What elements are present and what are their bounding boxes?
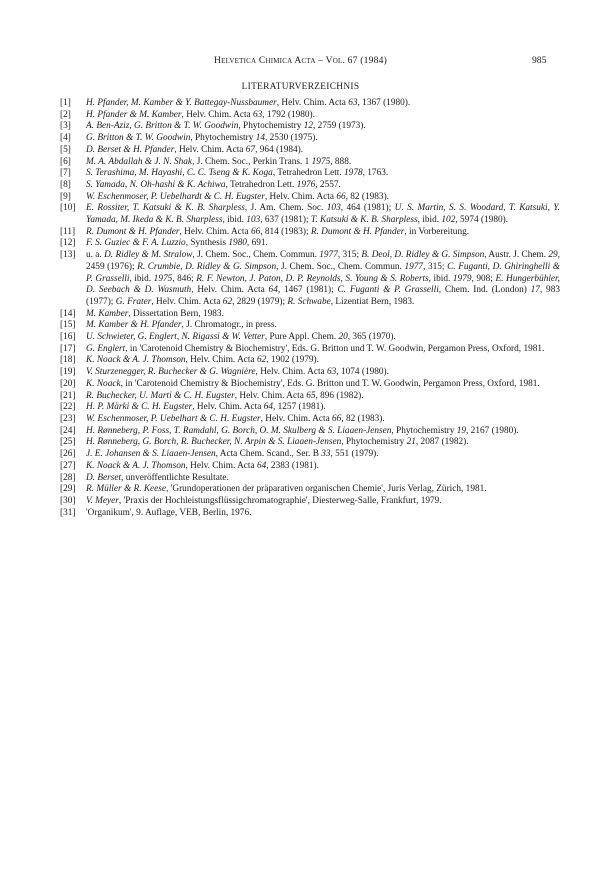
reference-number: [18] [60, 355, 76, 366]
reference-number: [3] [60, 121, 71, 132]
reference-text [86, 402, 560, 414]
page-number: 985 [532, 55, 547, 66]
reference-segment: , 1902 (1979). [266, 355, 319, 366]
reference-text [86, 227, 560, 239]
reference-segment: , Helv. Chim. Acta [151, 296, 223, 307]
reference-italic-segment: 64 [268, 285, 278, 296]
reference-text [86, 414, 560, 426]
reference-segment: , Helv. Chim. Acta [192, 402, 264, 413]
reference-text [86, 473, 560, 485]
reference-segment: , 846; [172, 273, 197, 284]
reference-text [86, 355, 560, 367]
reference-italic-segment: H. Pfander & M. Kamber [86, 109, 182, 120]
reference-segment: , 5974 (1980). [455, 215, 509, 226]
reference-segment: , Pure Appl. Chem. [264, 332, 339, 343]
reference-italic-segment: V. Sturzenegger, R. Buchecker & G. Wagnière [86, 367, 256, 378]
reference-italic-segment: H. Rønneberg, P. Foss, T. Ramdahl, G. Borch, O. M. Skulberg & S. Liaaen-Jensen [86, 425, 392, 436]
reference-italic-segment: G. Englert [86, 343, 126, 354]
reference-segment: , 2383 (1981). [266, 460, 319, 471]
reference-segment: , Helv. Chim. Acta [264, 191, 337, 202]
reference-italic-segment: 1979 [452, 273, 472, 284]
reference-number: [13] [60, 250, 76, 261]
reference-italic-segment: 67 [245, 144, 256, 155]
reference-italic-segment: K. Noack [86, 378, 121, 389]
reference-italic-segment: C. Fuganti, D. Ghiringhelli & P. Grasselli [86, 261, 560, 284]
reference-segment: , J. Chem. Soc., Perkin Trans. 1 [192, 156, 312, 167]
reference-item [60, 133, 560, 145]
reference-item [60, 508, 560, 520]
reference-segment: , 1763. [362, 168, 389, 179]
reference-segment: , ibid. [428, 273, 453, 284]
reference-italic-segment: 65 [306, 390, 316, 401]
reference-number: [14] [60, 308, 76, 319]
reference-segment: , Helv. Chim. Acta [234, 390, 307, 401]
reference-text [86, 110, 560, 122]
reference-text [86, 157, 560, 169]
reference-segment: , 2530 (1975). [265, 133, 318, 144]
reference-segment: , 1792 (1980). [262, 109, 315, 120]
reference-number: [1] [60, 98, 71, 108]
reference-italic-segment: 63 [253, 109, 263, 120]
reference-italic-segment: R. Dumont & H. Pfander [86, 226, 180, 237]
reference-number: [8] [60, 179, 71, 190]
reference-segment: , Helv. Chim. Acta [174, 144, 246, 155]
reference-italic-segment: 1975 [153, 273, 173, 284]
reference-segment: , Tetrahedron Lett. [272, 168, 345, 179]
reference-item [60, 110, 560, 122]
reference-number: [24] [60, 425, 76, 436]
reference-italic-segment: H. P. Märki & C. H. Eugster [86, 402, 193, 413]
reference-italic-segment: T. Katsuki & K. B. Sharpless [310, 215, 418, 226]
reference-item [60, 344, 560, 356]
reference-segment: , 983 (1977); [86, 285, 560, 307]
reference-text [86, 379, 560, 391]
reference-number: [16] [60, 332, 76, 343]
reference-segment: , 814 (1983); [260, 226, 311, 237]
reference-text [86, 145, 560, 157]
reference-italic-segment: R. Schwabe [287, 296, 331, 307]
reference-text [86, 192, 560, 204]
reference-item [60, 309, 560, 321]
reference-segment: , ibid. [222, 215, 247, 226]
reference-segment: , ibid. [129, 273, 154, 284]
reference-segment: , Phytochemistry [190, 133, 256, 144]
reference-segment: , J. Am. Chem. Soc. [244, 203, 327, 214]
reference-number: [26] [60, 449, 76, 460]
reference-segment: , ibid. [417, 215, 442, 226]
reference-segment: , 315; [423, 261, 448, 272]
reference-item [60, 250, 560, 309]
reference-italic-segment: E. Hungerbühler, D. Seebach & D. Wasmuth [86, 273, 560, 296]
reference-segment: , 2167 (1980). [466, 425, 519, 436]
reference-italic-segment: H. Rønneberg, G. Borch, R. Buchecker, N. Arpin & S. Liaaen-Jensen [86, 437, 342, 448]
reference-italic-segment: 14 [255, 133, 265, 144]
reference-text [86, 426, 560, 438]
reference-italic-segment: 17 [530, 285, 540, 296]
reference-text [86, 449, 560, 461]
reference-segment: , Helv. Chim. Acta [191, 285, 269, 296]
reference-segment: , in 'Carotenoid Chemistry & Biochemistry', Eds. G. Britton und T. W. Goodwin, Pergamon Press, Oxford, 1981. [120, 378, 540, 389]
reference-segment: , Austr. J. Chem. [484, 250, 549, 261]
reference-italic-segment: F. S. Guziec & F. A. Luzzio [86, 238, 186, 249]
reference-italic-segment: M. Kamber & H. Pfander [86, 320, 182, 331]
reference-segment: , Tetrahedron Lett. [225, 179, 297, 190]
reference-list [60, 98, 560, 519]
reference-item [60, 168, 560, 180]
reference-italic-segment: B. Deol, D. Ridley & G. Simpson [361, 250, 485, 261]
reference-item [60, 320, 560, 332]
reference-number: [4] [60, 133, 71, 144]
reference-item [60, 180, 560, 192]
reference-italic-segment: 21 [406, 437, 416, 448]
reference-number: [10] [60, 203, 76, 214]
reference-italic-segment: 1978 [344, 168, 363, 179]
reference-segment: , 365 (1970). [347, 332, 396, 343]
reference-text [86, 98, 560, 110]
reference-segment: u. a. [86, 250, 105, 261]
reference-number: [2] [60, 109, 71, 120]
reference-segment: , Acta Chem. Scand., Ser. B [215, 449, 322, 460]
reference-segment: , 896 (1982). [315, 390, 364, 401]
reference-italic-segment: 66 [336, 191, 346, 202]
reference-segment: , J. Chem. Soc., Chem. Commun. [192, 250, 320, 261]
reference-italic-segment: H. Pfander, M. Kamber & Y. Battegay-Nussbaumer [86, 98, 277, 108]
reference-segment: , 2459 (1976); [86, 250, 560, 272]
reference-italic-segment: K. Noack & A. J. Thomson [86, 460, 186, 471]
reference-text [86, 203, 560, 226]
reference-italic-segment: D. Berset & H. Pfander [86, 144, 175, 155]
reference-italic-segment: S. Yamada, N. Oh-hashi & K. Achiwa [86, 179, 226, 190]
reference-italic-segment: R. F. Newton, J. Paton, D. P. Reynolds, S. Young & S. Roberts [196, 273, 429, 284]
reference-italic-segment: D. Berset [86, 472, 122, 483]
reference-number: [11] [60, 226, 76, 237]
reference-italic-segment: M. A. Abdallah & J. N. Shak [86, 156, 193, 167]
reference-segment: , Phytochemistry [341, 437, 407, 448]
reference-italic-segment: 29 [548, 250, 558, 261]
reference-item [60, 238, 560, 250]
reference-segment: , 691. [246, 238, 268, 249]
reference-segment: , 464 (1981); [340, 203, 395, 214]
reference-number: [25] [60, 437, 76, 448]
reference-text [86, 484, 560, 496]
reference-italic-segment: 1975 [311, 156, 331, 167]
reference-text [86, 332, 560, 344]
reference-item [60, 496, 560, 508]
reference-italic-segment: R. Dumont & H. Pfander [310, 226, 405, 237]
reference-number: [9] [60, 191, 71, 202]
reference-italic-segment: W. Eschenmoser, P. Uebelhart & C. H. Eugster [86, 413, 261, 424]
reference-item [60, 379, 560, 391]
reference-segment: , Chem. Ind. (London) [438, 285, 531, 296]
reference-text [86, 508, 560, 520]
reference-italic-segment: A. Ben-Aziz, G. Britton & T. W. Goodwin [86, 121, 239, 132]
reference-segment: , J. Chromatogr., in press. [181, 320, 277, 331]
reference-segment: 'Organikum', 9. Auflage, VEB, Berlin, 1976. [86, 507, 252, 518]
reference-text [86, 250, 560, 309]
reference-item [60, 414, 560, 426]
reference-segment: , 2829 (1979); [232, 296, 288, 307]
reference-italic-segment: 66 [250, 226, 261, 237]
reference-segment: , 315; [337, 250, 362, 261]
reference-italic-segment: 62 [256, 355, 267, 366]
reference-item [60, 402, 560, 414]
reference-item [60, 227, 560, 239]
reference-italic-segment: 62 [222, 296, 233, 307]
reference-segment: , 2557. [315, 179, 341, 190]
reference-segment: , unveröffentlichte Resultate. [121, 472, 229, 483]
reference-segment: , in 'Carotenoid Chemistry & Biochemistry', Eds. G. Britton und T. W. Goodwin, Pergamon Press, Oxford, 1981. [125, 343, 545, 354]
reference-item [60, 391, 560, 403]
reference-segment: , in Vorbereitung. [404, 226, 470, 237]
reference-italic-segment: G. Britton & T. W. Goodwin [86, 133, 191, 144]
reference-item [60, 367, 560, 379]
reference-italic-segment: 66 [332, 413, 342, 424]
reference-segment: , Helv. Chim. Acta [276, 98, 349, 108]
reference-text [86, 461, 560, 473]
reference-segment: , 2087 (1982). [415, 437, 469, 448]
reference-segment: , 637 (1981); [260, 215, 311, 226]
reference-item [60, 426, 560, 438]
reference-item [60, 98, 560, 110]
reference-italic-segment: R. Crumbie, D. Ridley & G. Simpson [137, 261, 277, 272]
reference-italic-segment: D. Ridley & M. Stralow [104, 250, 193, 261]
reference-italic-segment: 103 [326, 203, 341, 214]
reference-text [86, 309, 560, 321]
reference-italic-segment: K. Noack & A. J. Thomson [86, 355, 186, 366]
reference-segment: , Helv. Chim. Acta [255, 367, 327, 378]
reference-segment: , 82 (1983). [345, 191, 390, 202]
reference-text [86, 391, 560, 403]
reference-segment: , 82 (1983). [341, 413, 385, 424]
reference-text [86, 344, 560, 356]
reference-number: [28] [60, 472, 76, 483]
reference-segment: , 964 (1984). [255, 144, 304, 155]
reference-item [60, 449, 560, 461]
reference-italic-segment: 33 [321, 449, 331, 460]
reference-italic-segment: 64 [263, 402, 273, 413]
reference-text [86, 496, 560, 508]
reference-segment: , Helv. Chim. Acta [185, 355, 257, 366]
reference-number: [7] [60, 168, 71, 179]
reference-item [60, 484, 560, 496]
reference-segment: , Helv. Chim. Acta [181, 109, 253, 120]
reference-italic-segment: 20 [338, 332, 348, 343]
reference-item [60, 157, 560, 169]
reference-number: [29] [60, 484, 76, 495]
reference-item [60, 121, 560, 133]
reference-segment: , 551 (1979). [330, 449, 379, 460]
reference-item [60, 192, 560, 204]
reference-item [60, 355, 560, 367]
reference-italic-segment: C. Fuganti & P. Grasselli [337, 285, 439, 296]
reference-number: [22] [60, 402, 76, 413]
reference-italic-segment: G. Frater [115, 296, 152, 307]
reference-segment: , 1467 (1981); [277, 285, 338, 296]
reference-segment: , Helv. Chim. Acta [179, 226, 251, 237]
reference-text [86, 121, 560, 133]
reference-number: [23] [60, 413, 76, 424]
reference-number: [5] [60, 144, 71, 155]
reference-segment: , Phytochemistry [391, 425, 457, 436]
reference-italic-segment: 63 [348, 98, 358, 108]
reference-italic-segment: 63 [327, 367, 337, 378]
reference-item [60, 461, 560, 473]
reference-italic-segment: 64 [256, 460, 267, 471]
reference-italic-segment: E. Rossiter, T. Katsuki & K. B. Sharpless [86, 203, 245, 214]
reference-segment: , Phytochemistry [238, 121, 304, 132]
reference-italic-segment: V. Meyer [86, 495, 119, 506]
reference-text [86, 133, 560, 145]
reference-text [86, 367, 560, 379]
reference-segment: , Synthesis [185, 238, 229, 249]
reference-number: [20] [60, 378, 76, 389]
reference-segment: , Helv. Chim. Acta [260, 413, 333, 424]
reference-segment: , 1367 (1980). [357, 98, 411, 108]
reference-item [60, 473, 560, 485]
reference-italic-segment: 19 [456, 425, 467, 436]
reference-segment: , Dissertation Bern, 1983. [128, 308, 224, 319]
reference-italic-segment: S. Terashima, M. Hayashi, C. C. Tseng & K. Koga [86, 168, 273, 179]
journal-title: Helvetica Chimica Acta – Vol. 67 (1984) [213, 55, 388, 66]
reference-italic-segment: 1977 [319, 250, 338, 261]
reference-italic-segment: M. Kamber [86, 308, 129, 319]
reference-italic-segment: 102 [441, 215, 456, 226]
reference-number: [30] [60, 495, 76, 506]
reference-segment: , J. Chem. Soc., Chem. Commun. [276, 261, 405, 272]
reference-text [86, 180, 560, 192]
references-heading: LITERATURVERZEICHNIS [241, 82, 360, 92]
reference-italic-segment: R. Müller & R. Keese [86, 484, 167, 495]
reference-number: [12] [60, 238, 76, 249]
reference-text [86, 238, 560, 250]
reference-italic-segment: U. S. Martin, S. S. Woodard, T. Katsuki, Y. Yamada, M. Ikeda & K. B. Sharpless [86, 203, 560, 226]
reference-item [60, 145, 560, 157]
reference-segment: , 908; [471, 273, 496, 284]
reference-segment: , 'Grundoperationen der präparativen organischen Chemie', Juris Verlag, Zürich, 1981. [166, 484, 487, 495]
reference-segment: , Lizentiat Bern, 1983. [330, 296, 415, 307]
reference-segment: , 'Praxis der Hochleistungsflüssigchromatographie', Diesterweg-Salle, Frankfurt, 1979. [118, 495, 442, 506]
reference-italic-segment: 12 [303, 121, 314, 132]
reference-italic-segment: 1980 [228, 238, 247, 249]
reference-italic-segment: 103 [246, 215, 261, 226]
reference-text [86, 320, 560, 332]
reference-number: [17] [60, 343, 76, 354]
reference-segment: , Helv. Chim. Acta [185, 460, 257, 471]
reference-italic-segment: W. Eschenmoser, P. Uebelhardt & C. H. Eugster [86, 191, 265, 202]
reference-segment: , 888. [330, 156, 352, 167]
reference-italic-segment: J. E. Johansen & S. Liaaen-Jensen [86, 449, 216, 460]
reference-italic-segment: 1977 [404, 261, 424, 272]
reference-item [60, 332, 560, 344]
reference-number: [21] [60, 390, 76, 401]
reference-item [60, 437, 560, 449]
reference-segment: , 2759 (1973). [313, 121, 366, 132]
reference-segment: , 1074 (1980). [336, 367, 389, 378]
reference-number: [15] [60, 320, 76, 331]
reference-italic-segment: R. Buchecker, U. Marti & C. H. Eugster [86, 390, 235, 401]
reference-italic-segment: 1976 [296, 179, 316, 190]
reference-number: [6] [60, 156, 71, 167]
reference-text [86, 168, 560, 180]
reference-italic-segment: U. Schwieter, G. Englert, N. Rigassi & W. Vetter [86, 332, 265, 343]
reference-number: [19] [60, 367, 76, 378]
reference-segment: , 1257 (1981). [272, 402, 326, 413]
reference-text [86, 437, 560, 449]
reference-number: [31] [60, 507, 76, 518]
reference-item [60, 203, 560, 226]
reference-number: [27] [60, 460, 76, 471]
